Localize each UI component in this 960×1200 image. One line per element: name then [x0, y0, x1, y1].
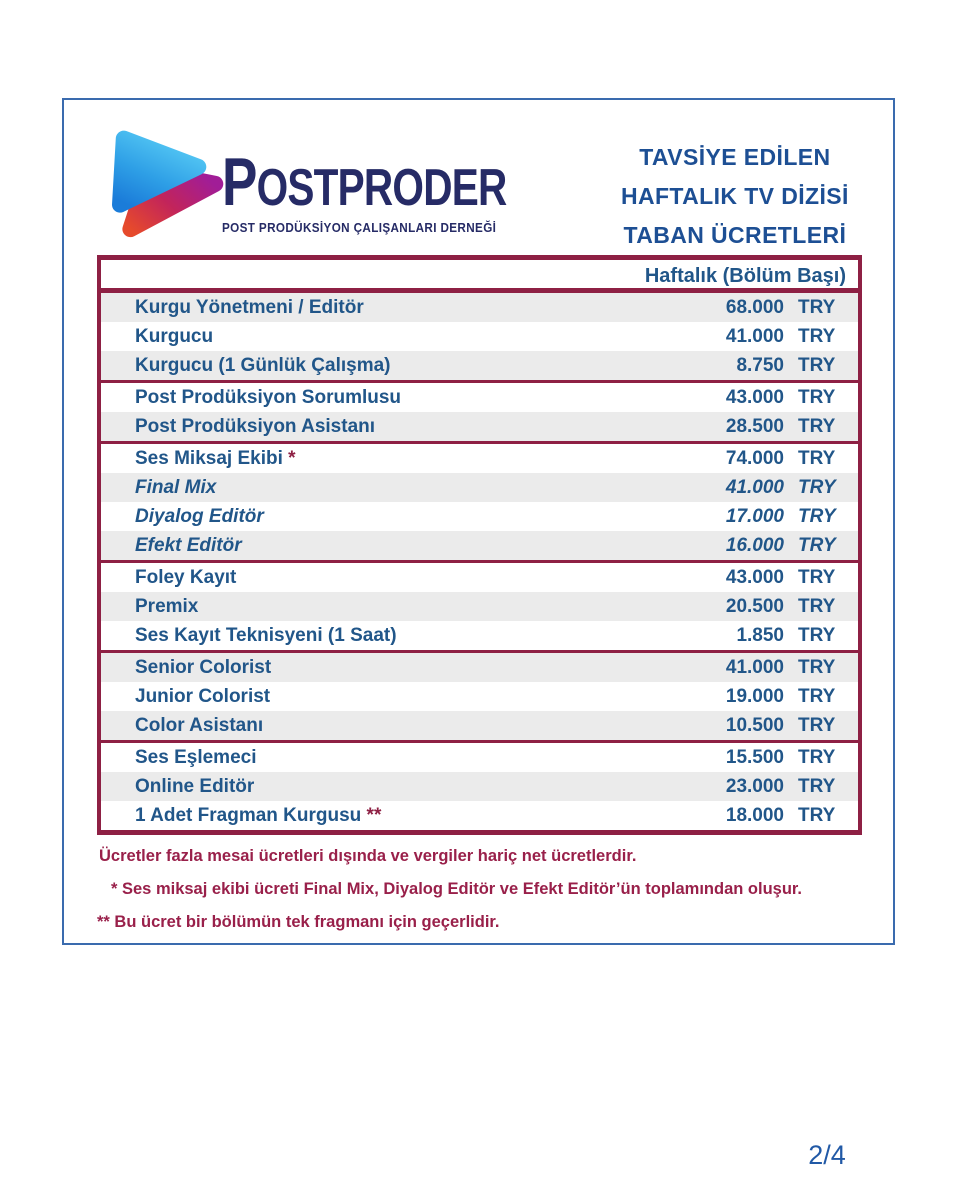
table-row	[101, 801, 858, 830]
brand-subtitle: POST PRODÜKSİYON ÇALIŞANLARI DERNEĞİ	[222, 220, 497, 235]
row-label: Senior Colorist	[135, 657, 272, 678]
row-value: 17.000	[725, 506, 784, 527]
table-header: Haftalık (Bölüm Başı)	[101, 260, 858, 293]
row-value: 1.850	[736, 625, 784, 646]
row-value: 74.000	[725, 448, 784, 469]
row-value: 28.500	[725, 416, 784, 437]
title-line-2: HAFTALIK TV DİZİSİ	[620, 183, 849, 209]
table-group	[101, 743, 858, 830]
table-row	[101, 412, 858, 441]
row-currency: TRY	[798, 715, 836, 736]
footnote: Ücretler fazla mesai ücretleri dışında ve vergiler hariç net ücretlerdir.	[99, 847, 637, 865]
table-row	[101, 711, 858, 740]
table-group	[101, 653, 858, 743]
row-value: 15.500	[725, 747, 784, 768]
row-value: 19.000	[725, 686, 784, 707]
row-value: 10.500	[725, 715, 784, 736]
row-currency: TRY	[798, 805, 836, 826]
row-label: Post Prodüksiyon Sorumlusu	[135, 387, 402, 408]
row-value: 16.000	[725, 535, 784, 556]
row-label: Final Mix	[135, 477, 217, 498]
row-label: Kurgucu (1 Günlük Çalışma)	[135, 355, 391, 376]
rate-table	[97, 255, 862, 835]
row-currency: TRY	[798, 448, 836, 469]
table-row	[101, 322, 858, 351]
table-row	[101, 531, 858, 560]
table-row	[101, 351, 858, 380]
row-label: Kurgucu	[135, 326, 214, 347]
row-currency: TRY	[798, 686, 836, 707]
row-currency: TRY	[798, 567, 836, 588]
row-value: 20.500	[725, 596, 784, 617]
row-currency: TRY	[798, 747, 836, 768]
row-label: Ses Eşlemeci	[135, 747, 257, 768]
row-label: Junior Colorist	[135, 686, 271, 707]
footnote: * Ses miksaj ekibi ücreti Final Mix, Diyalog Editör ve Efekt Editör’ün toplamından oluşur.	[111, 880, 803, 898]
row-label: Diyalog Editör	[135, 506, 264, 527]
row-label: Online Editör	[135, 776, 255, 797]
table-row	[101, 621, 858, 650]
footnote-marker: **	[361, 805, 382, 826]
row-value: 41.000	[725, 326, 784, 347]
table-row	[101, 563, 858, 592]
row-currency: TRY	[798, 416, 836, 437]
row-currency: TRY	[798, 355, 836, 376]
footnote-marker: *	[282, 448, 296, 469]
table-group	[101, 563, 858, 653]
table-row	[101, 743, 858, 772]
play-triangles-icon	[104, 116, 236, 248]
table-row	[101, 502, 858, 531]
row-value: 43.000	[725, 567, 784, 588]
table-row	[101, 293, 858, 322]
row-currency: TRY	[798, 506, 836, 527]
row-currency: TRY	[798, 387, 836, 408]
table-group	[101, 293, 858, 383]
postproder-logo	[104, 116, 587, 248]
table-row	[101, 682, 858, 711]
page-number: 2/4	[808, 1140, 846, 1170]
footnote: ** Bu ücret bir bölümün tek fragmanı için geçerlidir.	[97, 913, 500, 931]
page-title	[613, 138, 857, 255]
row-value: 8.750	[736, 355, 784, 376]
table-row	[101, 772, 858, 801]
row-currency: TRY	[798, 326, 836, 347]
row-currency: TRY	[798, 776, 836, 797]
table-group	[101, 383, 858, 444]
row-value: 41.000	[725, 477, 784, 498]
row-currency: TRY	[798, 477, 836, 498]
title-line-3: TABAN ÜCRETLERİ	[623, 222, 847, 248]
row-value: 41.000	[725, 657, 784, 678]
row-currency: TRY	[798, 625, 836, 646]
row-value: 18.000	[725, 805, 784, 826]
table-body	[101, 293, 858, 830]
table-row	[101, 383, 858, 412]
row-label: Premix	[135, 596, 199, 617]
table-row	[101, 444, 858, 473]
table-row	[101, 653, 858, 682]
row-label: Ses Kayıt Teknisyeni (1 Saat)	[135, 625, 397, 646]
title-line-1: TAVSİYE EDİLEN	[639, 144, 831, 170]
document-header	[64, 100, 893, 255]
row-label: Kurgu Yönetmeni / Editör	[135, 297, 364, 318]
table-row	[101, 592, 858, 621]
row-label: Color Asistanı	[135, 715, 264, 736]
row-label: 1 Adet Fragman Kurgusu **	[135, 805, 382, 826]
table-row	[101, 473, 858, 502]
row-value: 68.000	[725, 297, 784, 318]
row-currency: TRY	[798, 535, 836, 556]
row-value: 43.000	[725, 387, 784, 408]
row-label: Post Prodüksiyon Asistanı	[135, 416, 376, 437]
row-label: Ses Miksaj Ekibi *	[135, 448, 296, 469]
table-group	[101, 444, 858, 563]
row-currency: TRY	[798, 297, 836, 318]
document-frame	[62, 98, 895, 945]
logo-wordmark	[222, 144, 587, 235]
row-label: Foley Kayıt	[135, 567, 237, 588]
brand-initial: P	[222, 144, 257, 220]
brand-rest: OSTPRODER	[256, 159, 507, 217]
row-label: Efekt Editör	[135, 535, 242, 556]
row-value: 23.000	[725, 776, 784, 797]
footnotes	[97, 840, 863, 939]
brand-name	[222, 144, 507, 220]
row-currency: TRY	[798, 596, 836, 617]
row-currency: TRY	[798, 657, 836, 678]
